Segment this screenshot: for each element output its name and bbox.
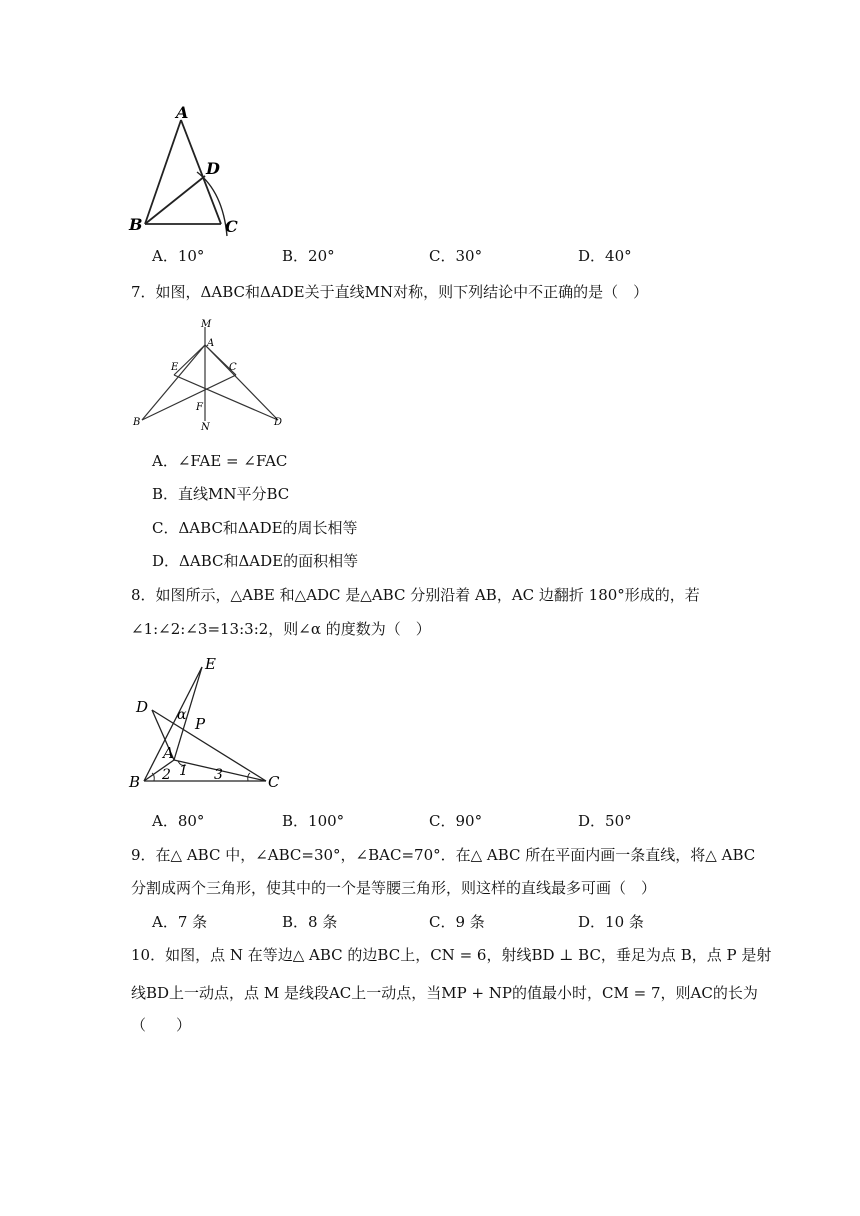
q8-label-c: C: [268, 773, 280, 791]
q6-label-a: A: [176, 103, 189, 122]
q6-label-c: C: [225, 217, 238, 236]
q7-option-a: A．∠FAE = ∠FAC: [152, 452, 288, 470]
q7-label-f: F: [196, 402, 203, 413]
q8-label-e: E: [205, 655, 216, 673]
q6-option-c: C．30°: [429, 247, 483, 265]
q8-option-d: D．50°: [578, 812, 632, 830]
q8-option-a: A．80°: [152, 812, 205, 830]
q6-figure: [125, 100, 255, 240]
q6-label-b: B: [129, 215, 143, 234]
q10-stem-line1: 10．如图，点 N 在等边△ ABC 的边BC上，CN = 6，射线BD ⊥ BC，垂足为点 B，点 P 是射: [131, 946, 772, 964]
q7-label-m: M: [201, 319, 212, 330]
q8-label-3: 3: [214, 767, 223, 783]
q8-label-a: A: [163, 744, 174, 762]
q8-stem-line2: ∠1:∠2:∠3=13:3:2，则∠α 的度数为（ ）: [131, 620, 431, 638]
q7-label-e: E: [171, 362, 179, 373]
q8-figure: [126, 655, 286, 795]
q6-option-a: A．10°: [152, 247, 205, 265]
q8-stem-line1: 8．如图所示，△ABE 和△ADC 是△ABC 分别沿着 AB，AC 边翻折 180°形成的，若: [131, 586, 700, 604]
q6-label-d: D: [206, 159, 220, 178]
q9-stem-line2: 分割成两个三角形，使其中的一个是等腰三角形，则这样的直线最多可画（ ）: [131, 879, 657, 897]
q7-label-c: C: [229, 362, 237, 373]
q8-option-c: C．90°: [429, 812, 483, 830]
q7-label-a: A: [207, 338, 215, 349]
q7-option-b: B．直线MN平分BC: [152, 485, 290, 503]
q8-label-2: 2: [162, 767, 171, 783]
q6-option-d: D．40°: [578, 247, 632, 265]
q9-stem-line1: 9．在△ ABC 中，∠ABC=30°，∠BAC=70°．在△ ABC 所在平面内画一条直线，将△ ABC: [131, 846, 756, 864]
q8-label-p: P: [195, 715, 206, 733]
q9-option-c: C．9 条: [429, 913, 485, 931]
q9-option-b: B．8 条: [282, 913, 338, 931]
q7-label-b: B: [133, 417, 141, 428]
q9-option-a: A．7 条: [152, 913, 208, 931]
q8-option-b: B．100°: [282, 812, 345, 830]
q7-stem: 7．如图，ΔABC和ΔADE关于直线MN对称，则下列结论中不正确的是（ ）: [131, 283, 649, 301]
q7-figure: [128, 315, 288, 435]
q8-label-b: B: [129, 773, 141, 791]
q7-option-c: C．ΔABC和ΔADE的周长相等: [152, 519, 358, 537]
q10-stem-line2: 线BD上一动点，点 M 是线段AC上一动点，当MP + NP的值最小时，CM = 7，则AC的长为: [131, 984, 758, 1002]
q8-label-d: D: [136, 698, 149, 716]
q8-label-alpha: α: [177, 707, 187, 723]
q10-stem-line3: （ ）: [131, 1016, 192, 1034]
q9-option-d: D．10 条: [578, 913, 644, 931]
q7-label-n: N: [201, 422, 210, 433]
q6-option-b: B．20°: [282, 247, 335, 265]
q7-label-d: D: [274, 417, 283, 428]
q7-option-d: D．ΔABC和ΔADE的面积相等: [152, 552, 359, 570]
q8-label-1: 1: [179, 763, 188, 779]
